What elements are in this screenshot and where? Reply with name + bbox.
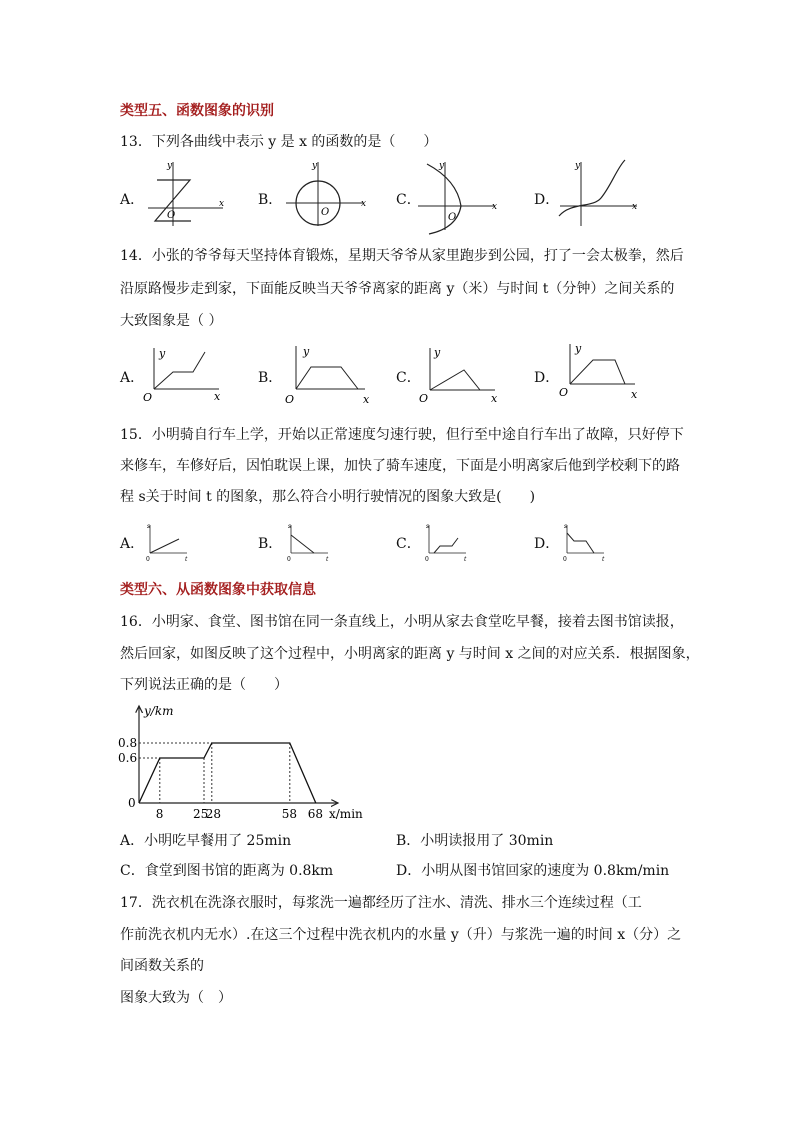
q16-y-tick-label: 0.6 [118,751,138,765]
q13-option-b-label: B． [258,192,283,208]
q16-option-c: C．食堂到图书馆的距离为 0.8km [120,863,334,879]
q14d-origin-label: O [559,386,569,399]
q17-stem-line3: 间函数关系的 [120,958,204,974]
q13a-x-label: x [219,199,225,209]
q14-graph-c [420,344,505,404]
q15-stem-line2: 来修车，车修好后，因怕耽误上课，加快了骑车速度，下面是小明离家后他到学校剩下的路 [120,458,680,474]
q13-option-d-label: D． [534,192,560,208]
q13-graph-a [143,158,228,228]
q16-option-b: B．小明读报用了 30min [396,833,554,849]
q15c-x-label: t [464,556,467,563]
q15-graph-a [143,521,193,563]
q14a-y-label: y [159,347,166,360]
q14a-x-label: x [214,390,221,403]
q17-stem-line1: 17．洗衣机在洗涤衣服时，每浆洗一遍都经历了注水、清洗、排水三个连续过程（工 [120,895,642,911]
q13-option-c-label: C． [396,192,421,208]
q13d-x-label: x [632,202,638,212]
q14c-x-label: x [491,392,498,405]
q14c-origin-label: O [419,392,429,405]
q13-graph-d [557,158,642,228]
q14b-y-label: y [303,345,310,358]
q15b-x-label: t [326,556,329,563]
q15c-y-label: s [426,523,430,530]
q16-option-a: A．小明吃早餐用了 25min [120,833,292,849]
q14-option-b-label: B． [258,370,283,386]
q14d-y-label: y [575,342,582,355]
q16-option-d: D．小明从图书馆回家的速度为 0.8km/min [396,863,670,879]
q13-stem: 13．下列各曲线中表示 y 是 x 的函数的是（ ） [120,134,438,150]
q14-option-a-label: A． [120,370,145,386]
q14-option-d-label: D． [534,370,560,386]
q13-option-a-label: A． [120,192,145,208]
q15-graph-c [422,521,472,563]
q15-option-b-label: B． [258,536,283,552]
q15-stem-line1: 15．小明骑自行车上学，开始以正常速度匀速行驶，但行至中途自行车出了故障，只好停下 [120,427,684,443]
q15b-origin-label: 0 [287,556,291,563]
q16-stem-line3: 下列说法正确的是（ ） [120,677,288,693]
q14b-origin-label: O [285,393,295,406]
q16-x-tick-label: 68 [307,807,324,821]
q15c-origin-label: 0 [425,556,429,563]
q15d-y-label: s [564,523,568,530]
q14-stem-line1: 14．小张的爷爷每天坚持体育锻炼，星期天爷爷从家里跑步到公园，打了一会太极拳，然后 [120,248,684,264]
q13a-y-label: y [167,161,173,171]
q14-option-c-label: C． [396,370,421,386]
q13c-y-label: y [439,161,445,171]
q13b-y-label: y [312,161,318,171]
q15a-y-label: s [147,523,151,530]
q15-option-a-label: A． [120,536,145,552]
q13d-y-label: y [575,161,581,171]
q14d-x-label: x [631,388,638,401]
q16-x-tick-label: 25 [193,807,209,821]
q16-y-axis-label: y/km [144,704,174,718]
q14-stem-line3: 大致图象是（ ） [120,313,223,329]
q16-y-tick-label: 0.8 [118,736,138,750]
q16-x-tick-label: 58 [281,807,298,821]
section-heading-type5: 类型五、函数图象的识别 [120,103,274,119]
q15-option-c-label: C． [396,536,421,552]
q13a-origin-label: O [167,210,176,221]
q16-distance-time-chart [110,700,370,825]
q15a-x-label: t [185,556,188,563]
q14a-origin-label: O [143,391,153,404]
q16-series-line [139,743,316,803]
q14b-x-label: x [363,393,370,406]
q15-graph-b [284,521,334,563]
q13b-origin-label: O [321,207,330,218]
q14-stem-line2: 沿原路慢步走到家，下面能反映当天爷爷离家的距离 y（米）与时间 t（分钟）之间关系的 [120,281,675,297]
q14c-y-label: y [434,346,441,359]
q13-graph-c [415,158,500,233]
q16-x-tick-label: 8 [155,807,164,821]
q15-graph-d [560,521,610,563]
q14-graph-b [283,342,373,404]
q16-x-tick-label: 28 [205,807,222,821]
q14-graph-d [558,340,643,400]
q13-graph-b [283,158,368,228]
q16-stem-line1: 16．小明家、食堂、图书馆在同一条直线上，小明从家去食堂吃早餐，接着去图书馆读报， [120,614,684,630]
q15a-origin-label: 0 [146,556,150,563]
q15-stem-line3: 程 s关于时间 t 的图象，那么符合小明行驶情况的图象大致是( ) [120,489,536,505]
section-heading-type6: 类型六、从函数图象中获取信息 [120,582,316,598]
q16-origin-label: 0 [128,796,136,810]
q15d-origin-label: 0 [563,556,567,563]
q13c-origin-label: O [448,212,457,223]
q17-stem-line4: 图象大致为（ ） [120,990,232,1006]
q14-graph-a [141,342,226,402]
q15b-y-label: s [288,523,292,530]
q13b-x-label: x [361,199,367,209]
q13c-x-label: x [492,202,498,212]
q15d-x-label: t [602,556,605,563]
q16-x-axis-label: x/min [329,807,363,821]
q17-stem-line2: 作前洗衣机内无水）.在这三个过程中洗衣机内的水量 y（升）与浆洗一遍的时间 x（分）之 [120,927,682,943]
q15-option-d-label: D． [534,536,560,552]
q16-stem-line2: 然后回家，如图反映了这个过程中，小明离家的距离 y 与时间 x 之间的对应关系．根据图象， [120,646,700,662]
